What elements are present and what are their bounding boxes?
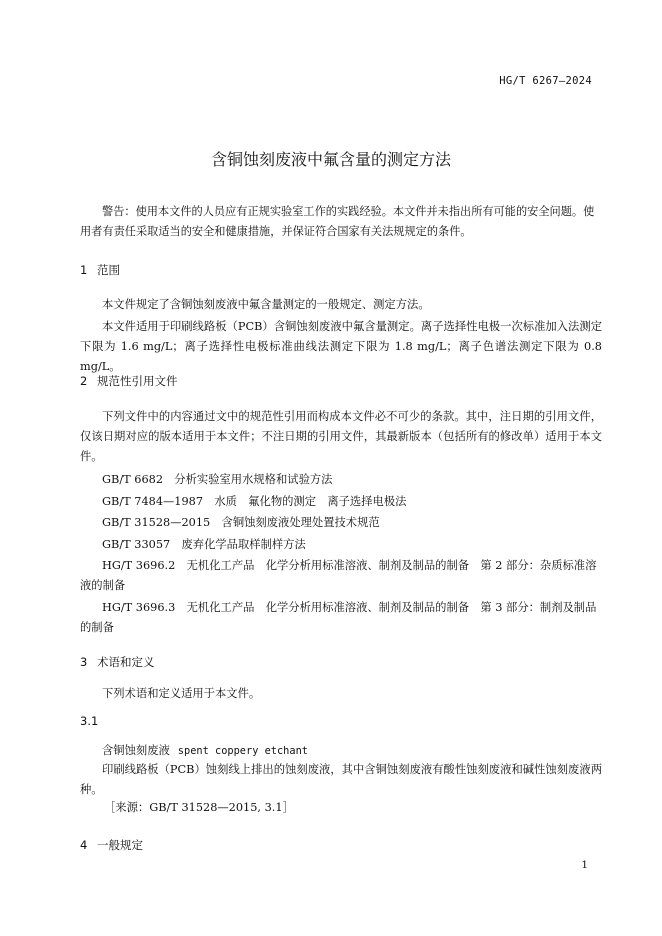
scope-paragraph-2: 本文件适用于印刷线路板（PCB）含铜蚀刻废液中氟含量测定。离子选择性电极一次标准加入法测定下限为 1.6 mg/L；离子选择性电极标准曲线法测定下限为 1.8 mg/L；离子色谱法测定下限为 0.8 mg/L。 <box>80 320 602 373</box>
reference-item: GB/T 33057 废弃化学品取样制样方法 <box>102 538 306 551</box>
section-number: 2 <box>80 374 88 388</box>
section-title: 术语和定义 <box>97 655 155 669</box>
term-chinese: 含铜蚀刻废液 <box>102 744 170 757</box>
term-english: spent coppery etchant <box>177 745 308 757</box>
section-number: 4 <box>80 838 88 852</box>
warning-paragraph: 警告：使用本文件的人员应有正规实验室工作的实践经验。本文件并未指出所有可能的安全问题。使用者有责任采取适当的安全和健康措施，并保证符合国家有关法规规定的条件。 <box>80 205 595 238</box>
reference-item: HG/T 3696.2 无机化工产品 化学分析用标准溶液、制剂及制品的制备 第 2 部分：杂质标准溶液的制备 <box>80 559 597 592</box>
document-title: 含铜蚀刻废液中氟含量的测定方法 <box>210 150 451 169</box>
section-heading-general <box>80 837 143 853</box>
section-title: 范围 <box>97 263 120 277</box>
scope-paragraph-1: 本文件规定了含铜蚀刻废液中氟含量测定的一般规定、测定方法。 <box>102 298 430 311</box>
term-heading <box>102 742 308 758</box>
standard-code: HG/T 6267—2024 <box>499 75 592 87</box>
reference-item: GB/T 7484—1987 水质 氟化物的测定 离子选择电极法 <box>102 495 407 508</box>
term-entry-number: 3.1 <box>80 714 99 728</box>
section-number: 1 <box>80 263 88 277</box>
page-number: 1 <box>581 859 588 871</box>
normative-intro: 下列文件中的内容通过文中的规范性引用而构成本文件必不可少的条款。其中，注日期的引用文件，仅该日期对应的版本适用于本文件；不注日期的引用文件，其最新版本（包括所有的修改单）适用于本文件。 <box>80 410 602 463</box>
term-source: ［来源：GB/T 31528—2015, 3.1］ <box>104 801 294 814</box>
section-heading-normative <box>80 373 178 389</box>
section-heading-terms <box>80 654 155 670</box>
reference-item: GB/T 6682 分析实验室用水规格和试验方法 <box>102 473 333 486</box>
reference-item: GB/T 31528—2015 含铜蚀刻废液处理处置技术规范 <box>102 516 380 529</box>
section-number: 3 <box>80 655 88 669</box>
terms-intro: 下列术语和定义适用于本文件。 <box>102 687 261 700</box>
section-title: 规范性引用文件 <box>97 374 178 388</box>
reference-item: HG/T 3696.3 无机化工产品 化学分析用标准溶液、制剂及制品的制备 第 3 部分：制剂及制品的制备 <box>80 601 597 634</box>
section-heading-scope <box>80 262 120 278</box>
section-title: 一般规定 <box>97 838 143 852</box>
term-definition: 印刷线路板（PCB）蚀刻线上排出的蚀刻废液，其中含铜蚀刻废液有酸性蚀刻废液和碱性蚀刻废液两种。 <box>80 763 602 796</box>
